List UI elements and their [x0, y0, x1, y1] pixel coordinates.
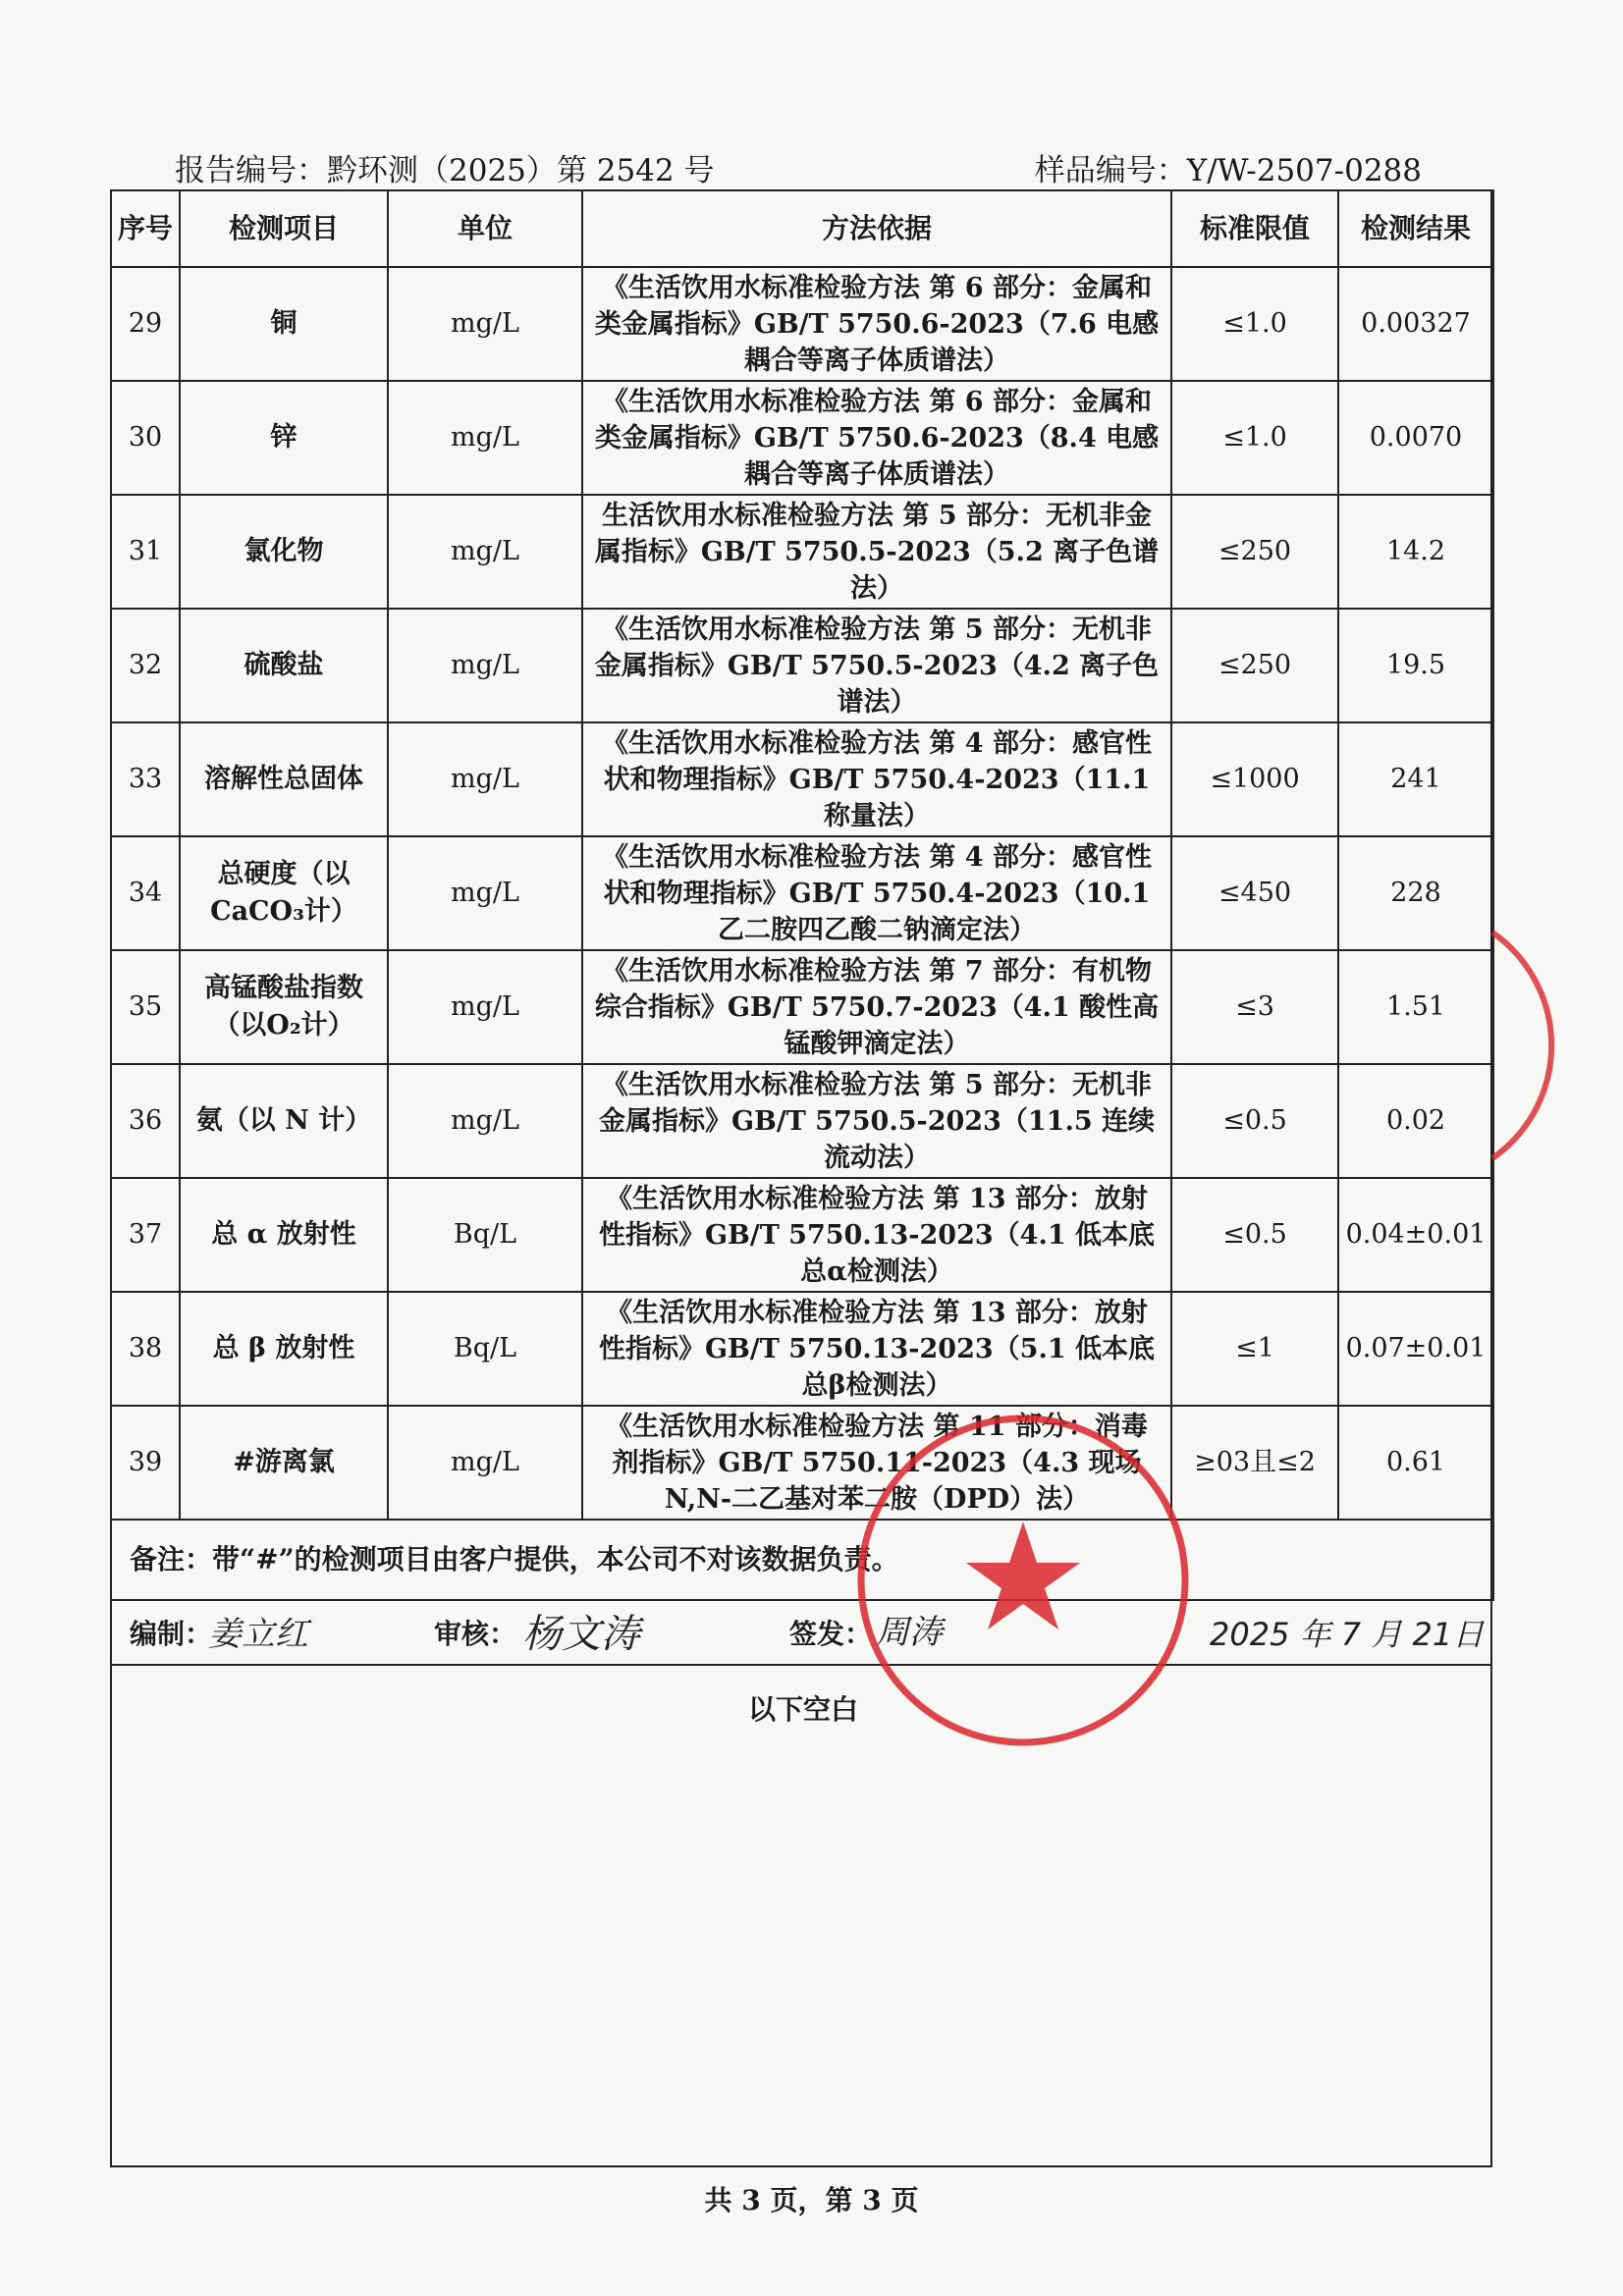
signoff-row: [110, 1556, 1492, 1657]
row-unit: mg/L: [388, 836, 582, 950]
row-item: 总硬度（以CaCO₃计）: [180, 836, 388, 950]
results-table: [110, 189, 1494, 1601]
row-method: 《生活饮用水标准检验方法 第 13 部分：放射性指标》GB/T 5750.13-2023（5.1 低本底总β检测法）: [582, 1292, 1171, 1406]
issue-label: 签发：: [789, 1618, 873, 1650]
row-limit: ≤250: [1171, 609, 1338, 722]
header-unit: 单位: [388, 190, 582, 267]
issue-signature: 周涛: [876, 1613, 943, 1652]
row-result: 0.07±0.01: [1338, 1292, 1493, 1406]
row-seq: 31: [111, 495, 180, 609]
row-result: 0.04±0.01: [1338, 1178, 1493, 1292]
row-result: 0.00327: [1338, 267, 1493, 381]
row-item: 高锰酸盐指数（以O₂计）: [180, 950, 388, 1064]
table-row: [111, 609, 1493, 722]
table-row: [111, 1292, 1493, 1406]
table-row: [111, 950, 1493, 1064]
compiled-signature: 姜立红: [208, 1615, 308, 1654]
row-unit: mg/L: [388, 1406, 582, 1520]
row-result: 0.61: [1338, 1406, 1493, 1520]
row-item: 硫酸盐: [180, 609, 388, 722]
review-label: 审核：: [434, 1618, 517, 1650]
row-seq: 30: [111, 381, 180, 495]
row-result: 14.2: [1338, 495, 1493, 609]
row-method: 《生活饮用水标准检验方法 第 7 部分：有机物综合指标》GB/T 5750.7-2023（4.1 酸性高锰酸钾滴定法）: [582, 950, 1171, 1064]
header-seq: 序号: [111, 190, 180, 267]
table-row: [111, 722, 1493, 836]
row-method: 《生活饮用水标准检验方法 第 4 部分：感官性状和物理指标》GB/T 5750.4-2023（10.1 乙二胺四乙酸二钠滴定法）: [582, 836, 1171, 950]
header-item: 检测项目: [180, 190, 388, 267]
sample-number: 样品编号：Y/W-2507-0288: [1034, 153, 1422, 188]
table-row: [111, 1178, 1493, 1292]
row-limit: ≤1000: [1171, 722, 1338, 836]
row-unit: mg/L: [388, 1064, 582, 1178]
row-unit: mg/L: [388, 609, 582, 722]
compiled-label: 编制：: [130, 1618, 213, 1650]
row-limit: ≤3: [1171, 950, 1338, 1064]
table-row: [111, 267, 1493, 381]
row-result: 0.0070: [1338, 381, 1493, 495]
header-limit: 标准限值: [1171, 190, 1338, 267]
row-unit: Bq/L: [388, 1178, 582, 1292]
row-limit: ≤1.0: [1171, 381, 1338, 495]
table-row: [111, 1064, 1493, 1178]
review-signature: 杨文涛: [522, 1612, 640, 1657]
page-footer: 共 3 页，第 3 页: [704, 2184, 919, 2216]
table-row: [111, 381, 1493, 495]
row-seq: 33: [111, 722, 180, 836]
note-text: 备注：带“#”的检测项目由客户提供，本公司不对该数据负责。: [111, 1520, 1493, 1600]
edge-seal-fragment: [1483, 923, 1610, 1168]
row-seq: 35: [111, 950, 180, 1064]
row-method: 《生活饮用水标准检验方法 第 5 部分：无机非金属指标》GB/T 5750.5-2023（11.5 连续流动法）: [582, 1064, 1171, 1178]
row-method: 《生活饮用水标准检验方法 第 6 部分：金属和类金属指标》GB/T 5750.6-2023（8.4 电感耦合等离子体质谱法）: [582, 381, 1171, 495]
row-seq: 39: [111, 1406, 180, 1520]
row-item: 总 α 放射性: [180, 1178, 388, 1292]
row-limit: ≤0.5: [1171, 1064, 1338, 1178]
row-seq: 29: [111, 267, 180, 381]
row-item: 氯化物: [180, 495, 388, 609]
row-method: 《生活饮用水标准检验方法 第 6 部分：金属和类金属指标》GB/T 5750.6-2023（7.6 电感耦合等离子体质谱法）: [582, 267, 1171, 381]
row-method: 《生活饮用水标准检验方法 第 4 部分：感官性状和物理指标》GB/T 5750.4-2023（11.1 称量法）: [582, 722, 1171, 836]
blank-below-text: 以下空白: [748, 1693, 859, 1726]
row-result: 241: [1338, 722, 1493, 836]
signoff-divider: [110, 1664, 1492, 1666]
row-method: 《生活饮用水标准检验方法 第 5 部分：无机非金属指标》GB/T 5750.5-2023（4.2 离子色谱法）: [582, 609, 1171, 722]
row-item: 铜: [180, 267, 388, 381]
row-item: 氨（以 N 计）: [180, 1064, 388, 1178]
row-limit: ≤450: [1171, 836, 1338, 950]
signoff-date: 2025 年 7 月 21日: [1210, 1616, 1485, 1653]
row-limit: ≤1.0: [1171, 267, 1338, 381]
row-item: 总 β 放射性: [180, 1292, 388, 1406]
row-limit: ≤1: [1171, 1292, 1338, 1406]
row-limit: ≤250: [1171, 495, 1338, 609]
row-unit: mg/L: [388, 722, 582, 836]
report-number: 报告编号：黔环测（2025）第 2542 号: [175, 153, 715, 188]
row-result: 19.5: [1338, 609, 1493, 722]
row-item: #游离氯: [180, 1406, 388, 1520]
row-unit: mg/L: [388, 267, 582, 381]
row-seq: 36: [111, 1064, 180, 1178]
row-limit: ≤0.5: [1171, 1178, 1338, 1292]
table-header-row: [111, 190, 1493, 267]
row-method: 生活饮用水标准检验方法 第 5 部分：无机非金属指标》GB/T 5750.5-2023（5.2 离子色谱法）: [582, 495, 1171, 609]
row-result: 228: [1338, 836, 1493, 950]
report-header: [175, 145, 1422, 189]
row-unit: mg/L: [388, 950, 582, 1064]
row-result: 0.02: [1338, 1064, 1493, 1178]
table-row: [111, 836, 1493, 950]
row-item: 溶解性总固体: [180, 722, 388, 836]
header-result: 检测结果: [1338, 190, 1493, 267]
row-unit: mg/L: [388, 495, 582, 609]
table-row: [111, 495, 1493, 609]
row-seq: 34: [111, 836, 180, 950]
row-seq: 37: [111, 1178, 180, 1292]
row-unit: mg/L: [388, 381, 582, 495]
row-limit: ≥03且≤2: [1171, 1406, 1338, 1520]
row-seq: 32: [111, 609, 180, 722]
row-seq: 38: [111, 1292, 180, 1406]
row-item: 锌: [180, 381, 388, 495]
header-method: 方法依据: [582, 190, 1171, 267]
row-result: 1.51: [1338, 950, 1493, 1064]
table-row: [111, 1406, 1493, 1520]
row-unit: Bq/L: [388, 1292, 582, 1406]
row-method: 《生活饮用水标准检验方法 第 13 部分：放射性指标》GB/T 5750.13-2023（4.1 低本底总α检测法）: [582, 1178, 1171, 1292]
row-method: 《生活饮用水标准检验方法 第 11 部分：消毒剂指标》GB/T 5750.11-2023（4.3 现场 N,N-二乙基对苯二胺（DPD）法）: [582, 1406, 1171, 1520]
